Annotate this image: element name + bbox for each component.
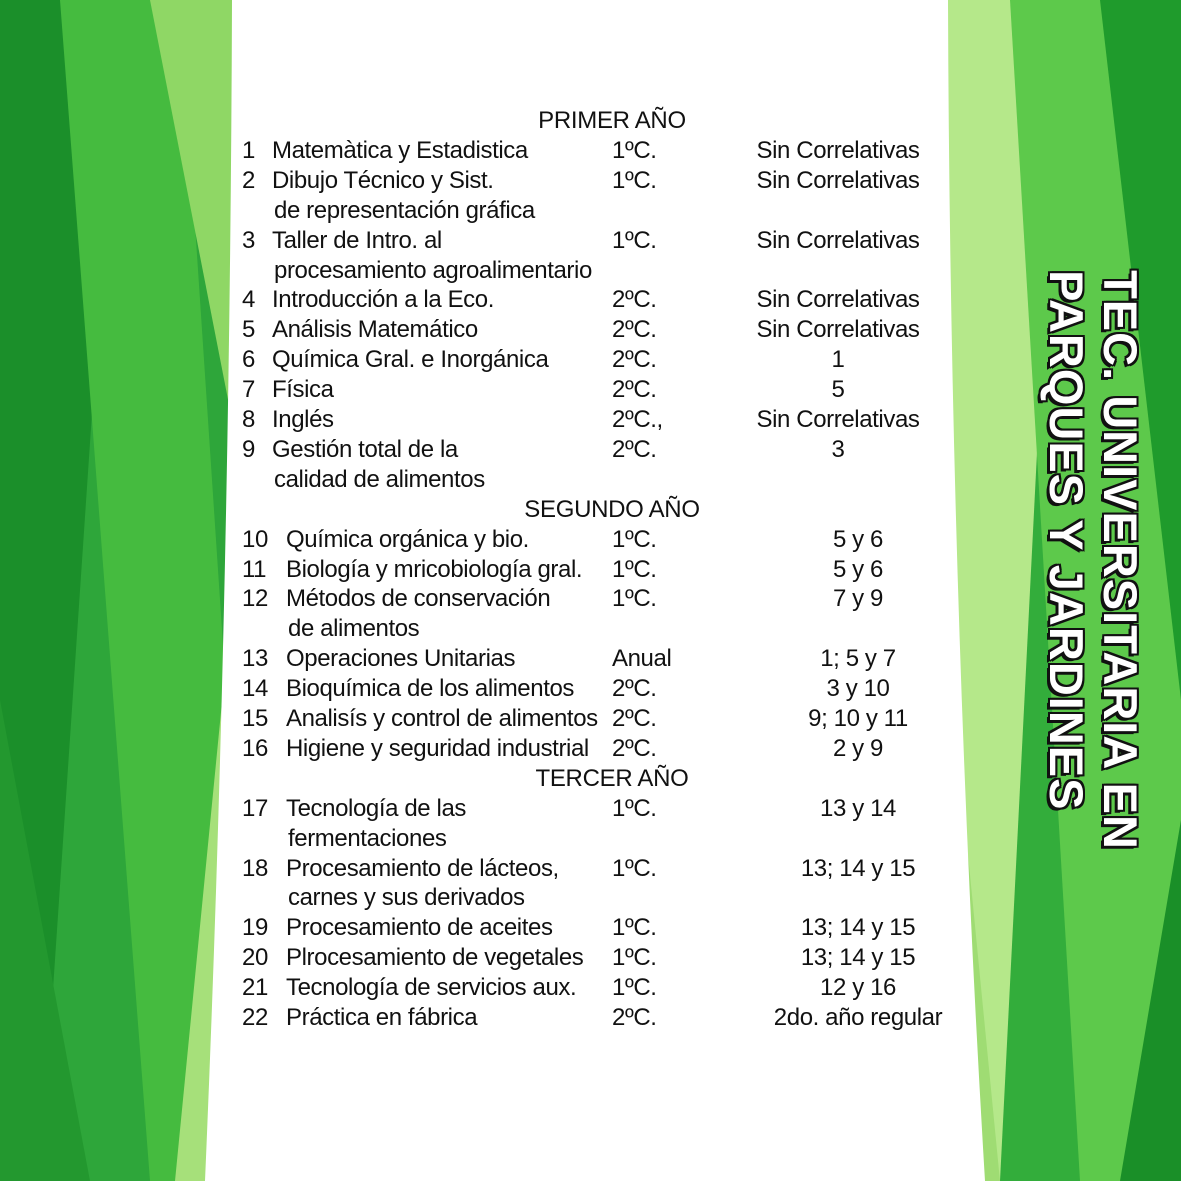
subject-correlatives: Sin Correlativas [756, 286, 920, 314]
subject-semester: 2ºC. [612, 286, 657, 314]
subject-row [0, 136, 1181, 166]
subject-correlatives: 12 y 16 [820, 974, 896, 1002]
subject-row [0, 794, 1181, 824]
subject-number: 4 [242, 286, 255, 314]
subject-name-continuation: de representación gráfica [274, 196, 535, 224]
subject-number: 17 [242, 794, 268, 822]
subject-name: Biología y mricobiología gral. [286, 555, 583, 583]
subject-number: 9 [242, 435, 255, 463]
subject-number: 6 [242, 346, 255, 374]
section-heading: SEGUNDO AÑO [524, 495, 700, 523]
subject-name-continuation: fermentaciones [288, 824, 447, 852]
subject-row [0, 943, 1181, 973]
subject-row [0, 973, 1181, 1003]
subject-number: 3 [242, 226, 255, 254]
subject-correlatives: 13 y 14 [820, 794, 896, 822]
subject-correlatives: 1; 5 y 7 [820, 645, 896, 673]
subject-correlatives: 7 y 9 [832, 585, 884, 613]
subject-row [0, 854, 1181, 884]
subject-number: 22 [242, 1004, 268, 1031]
subject-correlatives: 3 y 10 [826, 675, 890, 703]
subject-semester: 1ºC. [612, 555, 657, 583]
subject-correlatives: 5 [831, 376, 845, 404]
subject-number: 18 [242, 854, 268, 882]
subject-correlatives: 2do. año regular [773, 1004, 943, 1031]
subject-name: Física [272, 376, 334, 404]
subject-row [0, 315, 1181, 345]
subject-correlatives: 13; 14 y 15 [800, 854, 916, 882]
subject-correlatives: 5 y 6 [832, 525, 884, 553]
subject-semester: 2ºC. [612, 1004, 657, 1031]
subject-row [0, 375, 1181, 405]
subject-row [0, 1003, 1181, 1033]
subject-row [0, 435, 1181, 465]
subject-semester: 1ºC. [612, 944, 657, 972]
subject-name-continuation: de alimentos [288, 615, 420, 643]
subject-row [0, 525, 1181, 555]
subject-name: Práctica en fábrica [286, 1004, 478, 1031]
subject-number: 11 [242, 555, 267, 583]
subject-row [0, 674, 1181, 704]
subject-name: Métodos de conservación [286, 585, 551, 613]
subject-correlatives: Sin Correlativas [756, 136, 920, 164]
subject-row [0, 285, 1181, 315]
subject-name: Inglés [272, 406, 334, 433]
subject-correlatives: Sin Correlativas [756, 226, 920, 254]
subject-row [0, 405, 1181, 435]
subject-semester: 1ºC. [612, 914, 657, 942]
subject-correlatives: 2 y 9 [832, 734, 884, 762]
subject-correlatives: 9; 10 y 11 [808, 705, 908, 732]
subject-name-continuation: carnes y sus derivados [288, 884, 525, 912]
subject-semester: 2ºC. [612, 705, 657, 732]
subject-semester: 1ºC. [612, 854, 657, 882]
subject-name: Plrocesamiento de vegetales [286, 944, 584, 972]
subject-semester: 2ºC. [612, 675, 657, 703]
subject-row [0, 734, 1181, 764]
subject-name-continuation: procesamiento agroalimentario [274, 256, 592, 284]
subject-semester: 2ºC. [612, 435, 657, 463]
subject-correlatives: Sin Correlativas [756, 166, 920, 194]
subject-name: Bioquímica de los alimentos [286, 675, 575, 703]
subject-name: Procesamiento de lácteos, [286, 854, 559, 882]
subject-number: 2 [242, 166, 255, 194]
subject-correlatives: 5 y 6 [832, 555, 884, 583]
subject-name: Taller de Intro. al [272, 226, 442, 254]
subject-name: Química orgánica y bio. [286, 525, 529, 553]
subject-row [0, 226, 1181, 256]
subject-row [0, 704, 1181, 734]
subject-semester: 2ºC. [612, 376, 657, 404]
subject-name: Procesamiento de aceites [286, 914, 553, 942]
subject-number: 12 [242, 585, 268, 613]
subject-semester: 2ºC. [612, 734, 657, 762]
subject-name: Introducción a la Eco. [272, 286, 495, 314]
subject-number: 14 [242, 675, 268, 703]
subject-semester: 1ºC. [612, 226, 657, 254]
title-line-1: TEC. UNIVERSITARIA EN [1094, 270, 1147, 850]
subject-semester: 1ºC. [612, 585, 657, 613]
subject-number: 21 [242, 974, 268, 1002]
subject-number: 13 [242, 645, 268, 673]
subject-correlatives: 13; 14 y 15 [800, 914, 916, 942]
subject-correlatives: Sin Correlativas [756, 316, 920, 344]
subject-row [0, 913, 1181, 943]
subject-name: Tecnología de servicios aux. [286, 974, 577, 1002]
subject-name: Operaciones Unitarias [286, 645, 516, 673]
subject-semester: 1ºC. [612, 166, 657, 194]
subject-name: Tecnología de las [286, 794, 466, 822]
subject-correlatives: 3 [831, 435, 845, 463]
subject-row [0, 166, 1181, 196]
subject-correlatives: Sin Correlativas [756, 406, 920, 433]
subject-name: Matemàtica y Estadistica [272, 136, 528, 164]
subject-semester: 1ºC. [612, 974, 657, 1002]
section-heading: PRIMER AÑO [538, 107, 686, 134]
subject-name-continuation: calidad de alimentos [274, 465, 485, 493]
subject-number: 10 [242, 525, 268, 553]
subject-row [0, 555, 1181, 585]
subject-row [0, 644, 1181, 674]
subject-number: 5 [242, 316, 255, 344]
subject-semester: 2ºC. [612, 316, 657, 344]
subject-number: 16 [242, 734, 268, 762]
section-heading: TERCER AÑO [535, 764, 689, 792]
subject-semester: 2ºC., [612, 406, 663, 433]
subject-name: Química Gral. e Inorgánica [272, 346, 549, 374]
subject-number: 7 [242, 376, 255, 404]
subject-row [0, 345, 1181, 375]
subject-number: 8 [242, 406, 255, 433]
subject-number: 20 [242, 944, 268, 972]
subject-name: Dibujo Técnico y Sist. [272, 166, 494, 194]
subject-row [0, 584, 1181, 614]
subject-semester: Anual [612, 645, 672, 673]
subject-number: 15 [242, 705, 268, 732]
subject-semester: 1ºC. [612, 794, 657, 822]
subject-number: 1 [242, 136, 255, 164]
subject-correlatives: 13; 14 y 15 [800, 944, 916, 972]
subject-name: Higiene y seguridad industrial [286, 734, 589, 762]
subject-correlatives: 1 [831, 346, 845, 374]
subject-name: Analisís y control de alimentos [286, 705, 598, 732]
title-line-2: PARQUES Y JARDINES [1040, 270, 1093, 811]
subject-name: Análisis Matemático [272, 316, 478, 344]
subject-semester: 2ºC. [612, 346, 657, 374]
subject-number: 19 [242, 914, 268, 942]
subject-name: Gestión total de la [272, 435, 458, 463]
subject-semester: 1ºC. [612, 136, 657, 164]
subject-semester: 1ºC. [612, 525, 657, 553]
